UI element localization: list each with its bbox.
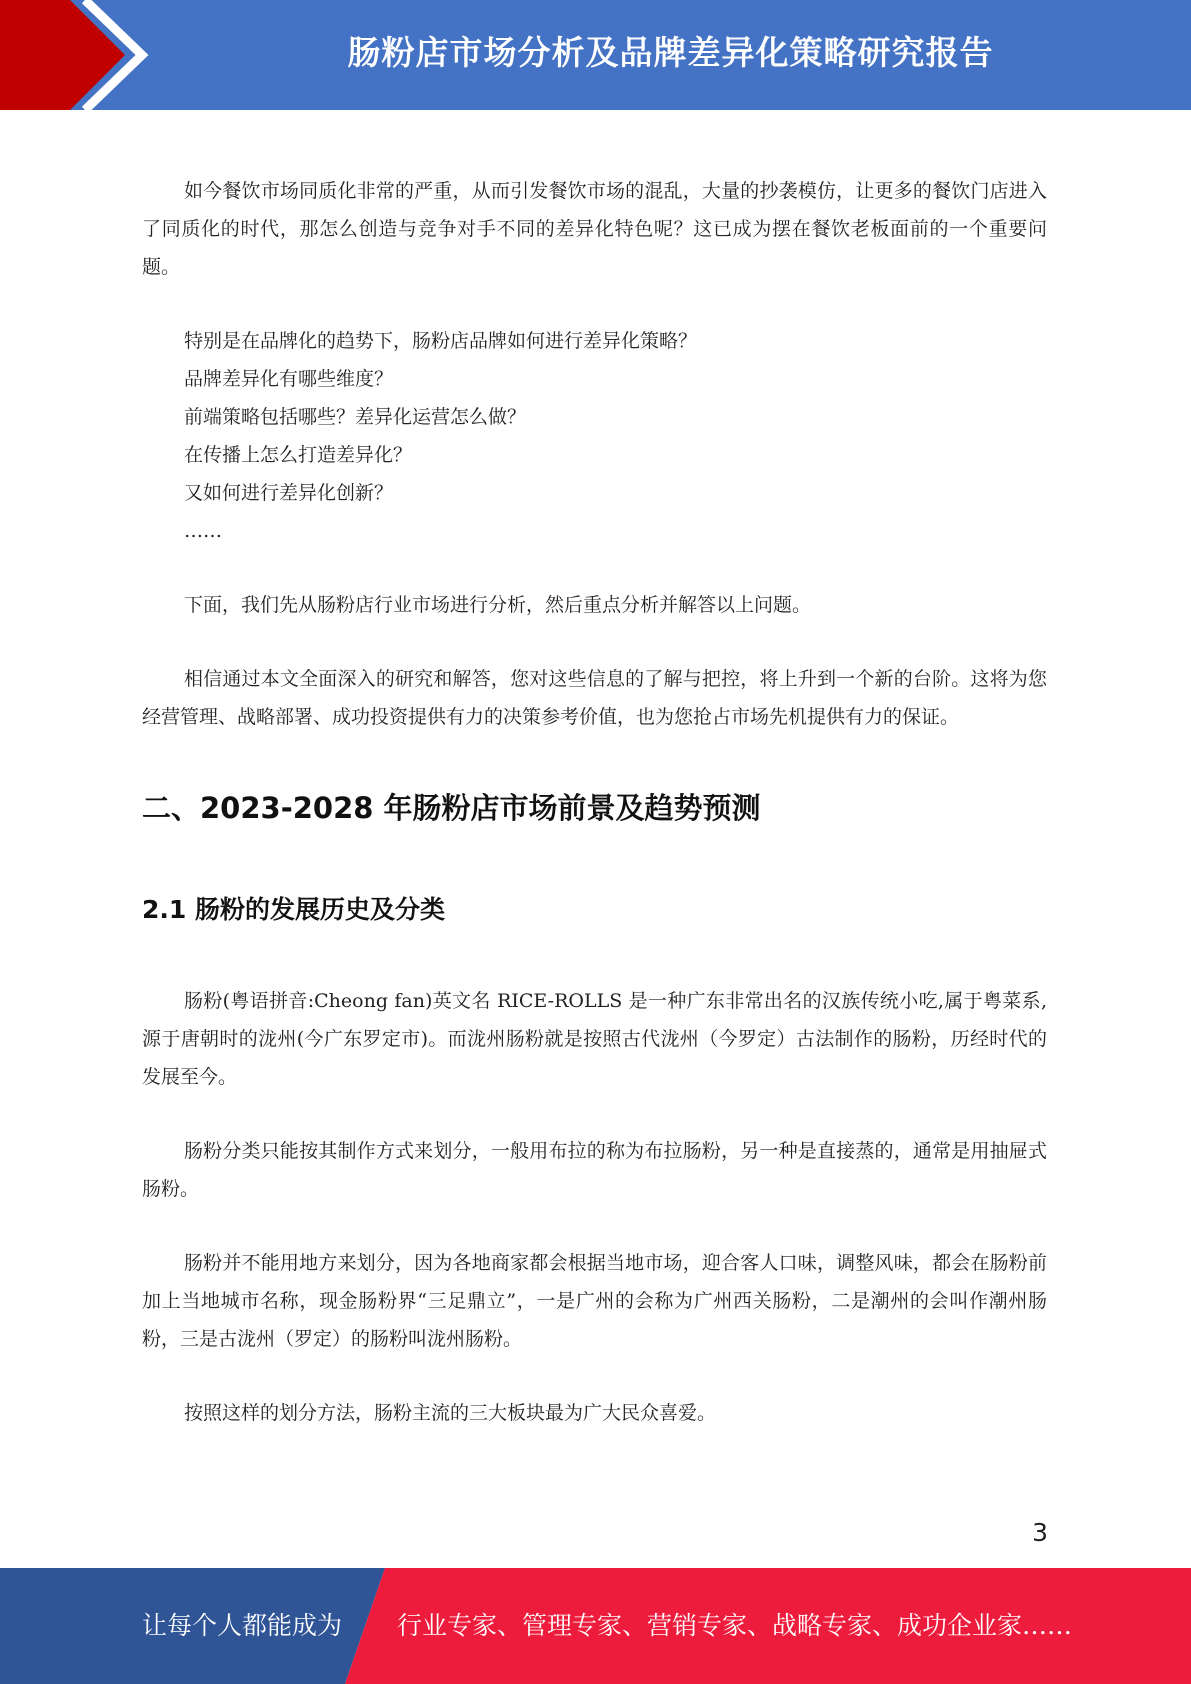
question-item: 品牌差异化有哪些维度？ bbox=[184, 368, 394, 390]
section-heading: 二、2023-2028 年肠粉店市场前景及趋势预测 bbox=[142, 791, 761, 825]
question-item: 在传播上怎么打造差异化？ bbox=[184, 444, 413, 466]
intro-paragraph-1: 如今餐饮市场同质化非常的严重，从而引发餐饮市场的混乱，大量的抄袭模仿，让更多的餐饮门店进入了同质化的时代，那怎么创造与竞争对手不同的差异化特色呢？这已成为摆在餐饮老板面前的一个重要问题。 bbox=[142, 180, 1047, 278]
intro-paragraph-3: 相信通过本文全面深入的研究和解答，您对这些信息的了解与把控，将上升到一个新的台阶。这将为您经营管理、战略部署、成功投资提供有力的决策参考价值，也为您抢占市场先机提供有力的保证。 bbox=[142, 668, 1047, 728]
history-paragraph-4: 按照这样的划分方法，肠粉主流的三大板块最为广大民众喜爱。 bbox=[184, 1402, 717, 1424]
footer-slogan-right: 行业专家、管理专家、营销专家、战略专家、成功企业家…… bbox=[397, 1611, 1073, 1640]
question-item: 特别是在品牌化的趋势下，肠粉店品牌如何进行差异化策略？ bbox=[184, 330, 698, 352]
question-item: 前端策略包括哪些？差异化运营怎么做？ bbox=[184, 406, 527, 428]
history-paragraph-1: 肠粉(粤语拼音:Cheong fan)英文名 RICE-ROLLS 是一种广东非常出名的汉族传统小吃,属于粤菜系,源于唐朝时的泷州(今广东罗定市)。而泷州肠粉就是按照古代泷州（今罗定）古法制作的肠粉，历经时代的发展至今。 bbox=[142, 990, 1047, 1088]
subsection-heading: 2.1 肠粉的发展历史及分类 bbox=[142, 895, 445, 924]
footer-slogan-left: 让每个人都能成为 bbox=[142, 1611, 343, 1640]
question-list bbox=[142, 322, 1047, 550]
question-item: 又如何进行差异化创新？ bbox=[184, 482, 394, 504]
header-chevron-decoration bbox=[0, 0, 150, 110]
question-item-ellipsis: …… bbox=[184, 520, 222, 542]
history-paragraph-3: 肠粉并不能用地方来划分，因为各地商家都会根据当地市场，迎合客人口味，调整风味，都会在肠粉前加上当地城市名称，现金肠粉界“三足鼎立”，一是广州的会称为广州西关肠粉，二是潮州的会叫作潮州肠粉，三是古泷州（罗定）的肠粉叫泷州肠粉。 bbox=[142, 1252, 1047, 1350]
page-number: 3 bbox=[1032, 1518, 1048, 1547]
history-paragraph-2: 肠粉分类只能按其制作方式来划分，一般用布拉的称为布拉肠粉，另一种是直接蒸的，通常是用抽屉式肠粉。 bbox=[142, 1140, 1047, 1200]
page-footer bbox=[0, 1568, 1191, 1684]
main-content bbox=[142, 172, 1047, 1432]
report-title: 肠粉店市场分析及品牌差异化策略研究报告 bbox=[347, 33, 994, 72]
page-header bbox=[0, 0, 1191, 110]
intro-paragraph-2: 下面，我们先从肠粉店行业市场进行分析，然后重点分析并解答以上问题。 bbox=[184, 594, 812, 616]
